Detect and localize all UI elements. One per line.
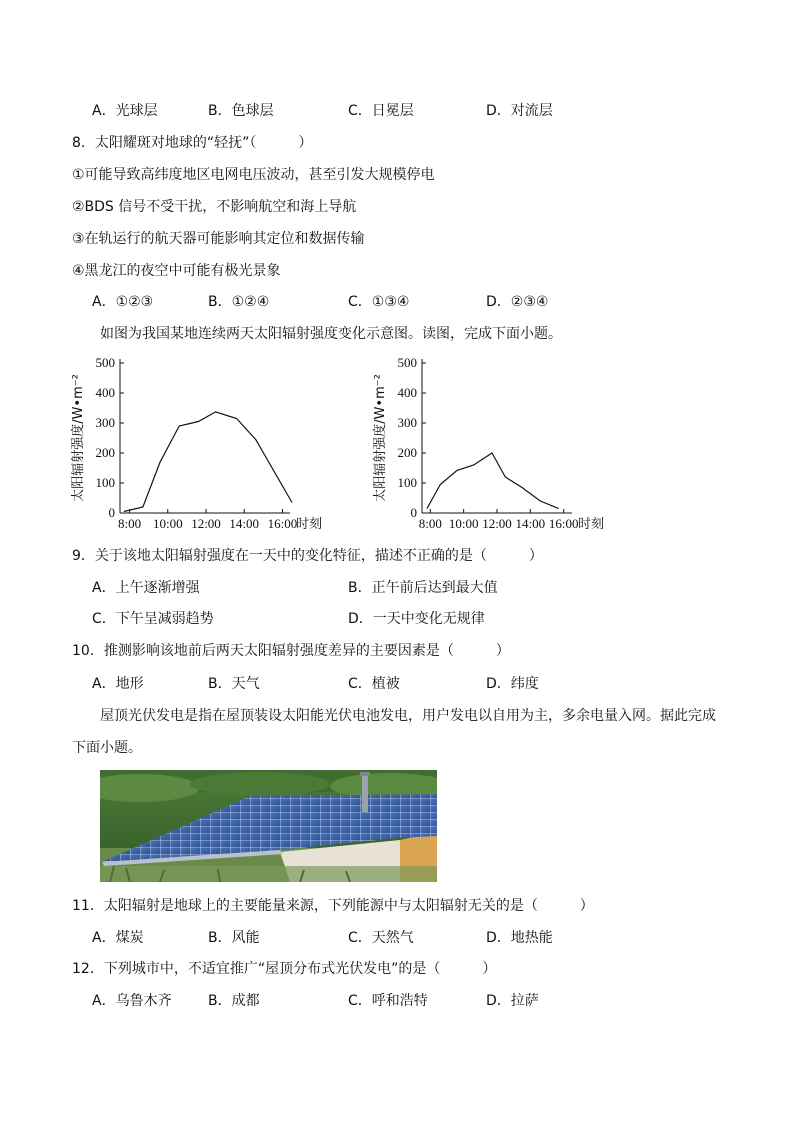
q11-option-c: C．天然气 [348,930,414,946]
q12-option-d: D．拉萨 [486,993,539,1009]
q9-option-b: B．正午前后达到最大值 [348,580,498,596]
x-tick-label: 12:00 [482,516,512,531]
q12-option-b: B．成都 [208,993,260,1009]
q9-option-d: D．一天中变化无规律 [348,611,485,627]
q11-option-a: A．煤炭 [92,930,144,946]
y-tick-label: 0 [108,505,115,520]
y-tick-label: 0 [410,505,417,520]
chart-day2 [366,352,666,536]
x-tick-label: 16:00 [267,516,298,531]
q9-option-c: C．下午呈减弱趋势 [92,611,214,627]
y-tick-label: 100 [95,475,115,490]
pv-intro-line1: 屋顶光伏发电是指在屋顶装设太阳能光伏电池发电，用户发电以自用为主，多余电量入网。据此完成 [100,708,716,724]
x-tick-label: 8:00 [418,516,442,531]
q8-statement-3: ③在轨运行的航天器可能影响其定位和数据传输 [72,231,365,247]
x-axis-label: 时刻 [296,517,323,532]
series-line [124,412,292,512]
y-tick-label: 500 [397,355,417,370]
q8-option-b: B．①②④ [208,294,270,310]
y-tick-label: 400 [397,385,417,400]
chart-day1-svg [60,352,380,536]
q8-option-a: A．①②③ [92,294,154,310]
q7-option-d: D．对流层 [486,103,553,119]
q10-option-d: D．纬度 [486,676,539,692]
q9-stem: 9．关于该地太阳辐射强度在一天中的变化特征，描述不正确的是（ ） [72,548,543,564]
x-tick-label: 10:00 [448,516,479,531]
q7-option-c: C．日冕层 [348,103,414,119]
y-tick-label: 200 [397,445,417,460]
q8-statement-1: ①可能导致高纬度地区电网电压波动，甚至引发大规模停电 [72,167,435,183]
y-tick-label: 200 [95,445,115,460]
q9-option-a: A．上午逐渐增强 [92,580,200,596]
q8-statement-4: ④黑龙江的夜空中可能有极光景象 [72,263,281,279]
q10-option-a: A．地形 [92,676,144,692]
solar-roof-illustration [100,770,437,882]
q11-option-d: D．地热能 [486,930,553,946]
chart-day2-svg [366,352,666,536]
q10-option-c: C．植被 [348,676,400,692]
y-axis-label: 太阳辐射强度/W•m⁻² [71,374,86,502]
q8-stem: 8．太阳耀斑对地球的“轻抚”（ ） [72,135,313,151]
q11-option-b: B．风能 [208,930,260,946]
y-tick-label: 400 [95,385,115,400]
chart-day1 [60,352,380,536]
q12-option-a: A．乌鲁木齐 [92,993,172,1009]
q12-option-c: C．呼和浩特 [348,993,428,1009]
q12-stem: 12．下列城市中，不适宜推广“屋顶分布式光伏发电”的是（ ） [72,961,497,977]
q8-statement-2: ②BDS 信号不受干扰，不影响航空和海上导航 [72,199,357,215]
q10-option-b: B．天气 [208,676,260,692]
solar-roof-photo [100,770,437,882]
x-tick-label: 14:00 [229,516,260,531]
q8-option-d: D．②③④ [486,294,549,310]
q7-option-a: A．光球层 [92,103,158,119]
q11-stem: 11．太阳辐射是地球上的主要能量来源，下列能源中与太阳辐射无关的是（ ） [72,898,594,914]
x-tick-label: 14:00 [515,516,546,531]
series-line [427,453,559,509]
chart-intro: 如图为我国某地连续两天太阳辐射强度变化示意图。读图，完成下面小题。 [100,326,562,342]
q7-option-b: B．色球层 [208,103,274,119]
y-tick-label: 100 [397,475,417,490]
q10-stem: 10．推测影响该地前后两天太阳辐射强度差异的主要因素是（ ） [72,643,510,659]
x-tick-label: 8:00 [117,516,142,531]
x-tick-label: 16:00 [548,516,579,531]
x-tick-label: 12:00 [191,516,221,531]
pv-intro-line2: 下面小题。 [72,740,142,756]
x-axis-label: 时刻 [578,517,605,532]
y-tick-label: 300 [397,415,417,430]
x-tick-label: 10:00 [152,516,183,531]
q8-option-c: C．①③④ [348,294,410,310]
y-tick-label: 500 [95,355,115,370]
y-tick-label: 300 [95,415,115,430]
y-axis-label: 太阳辐射强度/W•m⁻² [373,374,388,502]
